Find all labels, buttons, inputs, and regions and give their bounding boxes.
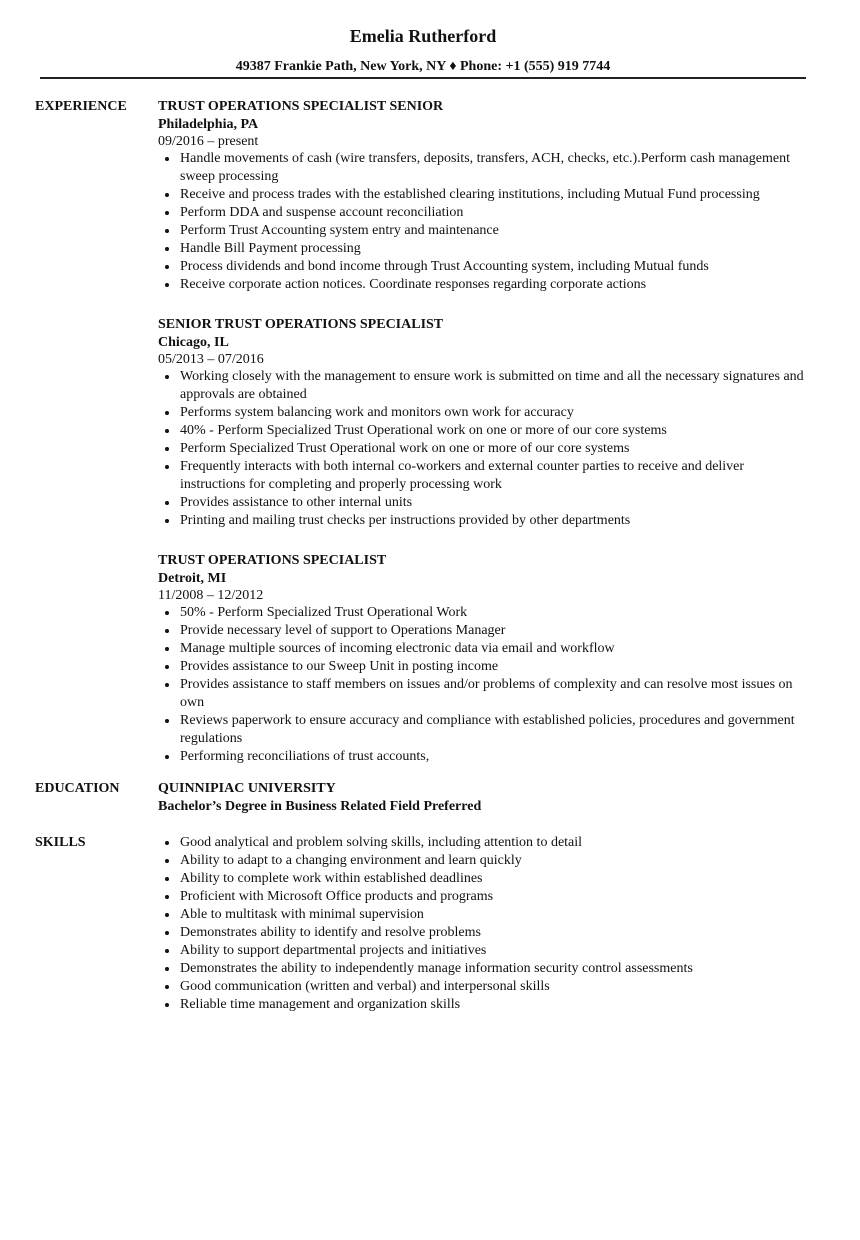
list-item: Demonstrates ability to identify and resolve problems xyxy=(180,924,810,942)
job-bullets xyxy=(158,150,810,294)
list-item: Provides assistance to other internal units xyxy=(180,494,810,512)
education-body xyxy=(158,780,810,816)
job-title: TRUST OPERATIONS SPECIALIST xyxy=(158,553,387,568)
list-item: Receive and process trades with the established clearing institutions, including Mutual Fund processing xyxy=(180,186,810,204)
list-item: Ability to adapt to a changing environment and learn quickly xyxy=(180,852,810,870)
list-item: Receive corporate action notices. Coordinate responses regarding corporate actions xyxy=(180,276,810,294)
header-divider xyxy=(40,77,806,79)
list-item: Perform Specialized Trust Operational work on one or more of our core systems xyxy=(180,440,810,458)
degree: Bachelor’s Degree in Business Related Field Preferred xyxy=(158,799,482,814)
list-item: Provides assistance to our Sweep Unit in posting income xyxy=(180,658,810,676)
job-title: SENIOR TRUST OPERATIONS SPECIALIST xyxy=(158,317,444,332)
experience-section xyxy=(35,98,810,766)
skills-section xyxy=(35,834,810,1014)
job-location: Chicago, IL xyxy=(158,335,229,350)
experience-heading: EXPERIENCE xyxy=(35,99,127,114)
job-bullets xyxy=(158,368,810,530)
education-heading: EDUCATION xyxy=(35,781,120,796)
contact-line: 49387 Frankie Path, New York, NY ♦ Phone: +1 (555) 919 7744 xyxy=(235,59,611,74)
list-item: Reviews paperwork to ensure accuracy and compliance with established policies, procedures and government regulations xyxy=(180,712,810,748)
list-item: Perform Trust Accounting system entry and maintenance xyxy=(180,222,810,240)
list-item: Ability to complete work within established deadlines xyxy=(180,870,810,888)
list-item: Printing and mailing trust checks per instructions provided by other departments xyxy=(180,512,810,530)
job-dates: 05/2013 – 07/2016 xyxy=(158,352,264,367)
education-section xyxy=(35,780,810,816)
list-item: 50% - Perform Specialized Trust Operational Work xyxy=(180,604,810,622)
list-item: 40% - Perform Specialized Trust Operational work on one or more of our core systems xyxy=(180,422,810,440)
list-item: Perform DDA and suspense account reconciliation xyxy=(180,204,810,222)
job-location: Detroit, MI xyxy=(158,571,227,586)
list-item: Manage multiple sources of incoming electronic data via email and workflow xyxy=(180,640,810,658)
list-item: Able to multitask with minimal supervision xyxy=(180,906,810,924)
list-item: Performing reconciliations of trust accounts, xyxy=(180,748,810,766)
job-entry xyxy=(158,316,810,530)
skills-body xyxy=(158,834,810,1014)
list-item: Handle Bill Payment processing xyxy=(180,240,810,258)
job-entry xyxy=(158,552,810,766)
candidate-name: Emelia Rutherford xyxy=(349,26,497,46)
list-item: Frequently interacts with both internal co-workers and external counter parties to receive and deliver instructions for completing and properly processing work xyxy=(180,458,810,494)
job-bullets xyxy=(158,604,810,766)
list-item: Performs system balancing work and monitors own work for accuracy xyxy=(180,404,810,422)
experience-body xyxy=(158,98,810,766)
school-name: QUINNIPIAC UNIVERSITY xyxy=(158,781,336,796)
resume-content xyxy=(35,98,810,1014)
list-item: Good communication (written and verbal) and interpersonal skills xyxy=(180,978,810,996)
job-location: Philadelphia, PA xyxy=(158,117,259,132)
list-item: Provide necessary level of support to Operations Manager xyxy=(180,622,810,640)
list-item: Good analytical and problem solving skills, including attention to detail xyxy=(180,834,810,852)
job-dates: 11/2008 – 12/2012 xyxy=(158,588,264,603)
list-item: Demonstrates the ability to independently manage information security control assessments xyxy=(180,960,810,978)
list-item: Reliable time management and organization skills xyxy=(180,996,810,1014)
job-title: TRUST OPERATIONS SPECIALIST SENIOR xyxy=(158,99,444,114)
job-entry xyxy=(158,98,810,294)
job-dates: 09/2016 – present xyxy=(158,134,259,149)
skills-list xyxy=(158,834,810,1014)
list-item: Process dividends and bond income through Trust Accounting system, including Mutual funds xyxy=(180,258,810,276)
list-item: Provides assistance to staff members on issues and/or problems of complexity and can resolve most issues on own xyxy=(180,676,810,712)
resume-header xyxy=(40,24,806,76)
list-item: Working closely with the management to ensure work is submitted on time and all the necessary signatures and approvals are obtained xyxy=(180,368,810,404)
list-item: Handle movements of cash (wire transfers, deposits, transfers, ACH, checks, etc.).Perform cash management sweep processing xyxy=(180,150,810,186)
skills-heading: SKILLS xyxy=(35,835,86,850)
list-item: Proficient with Microsoft Office products and programs xyxy=(180,888,810,906)
list-item: Ability to support departmental projects and initiatives xyxy=(180,942,810,960)
